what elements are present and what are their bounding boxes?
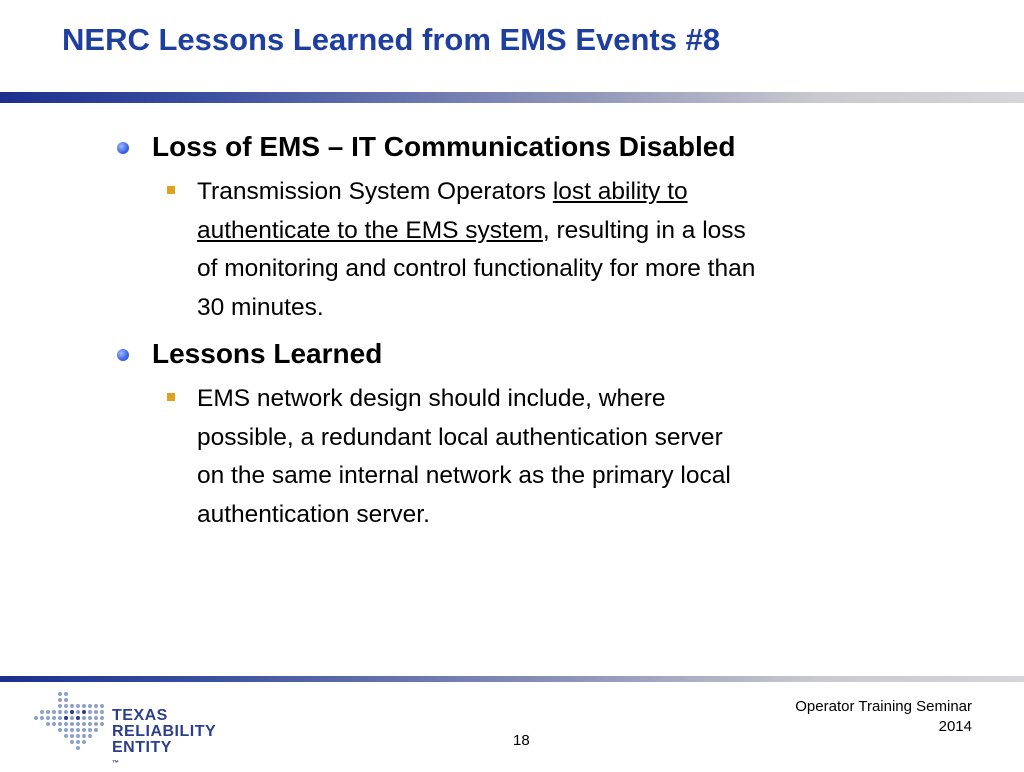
sub-bullet-line: possible, a redundant local authentication server [197, 423, 723, 451]
bullet-heading: Loss of EMS – IT Communications Disabled [152, 131, 736, 162]
logo-line: RELIABILITY [112, 723, 217, 740]
footer-event [795, 697, 972, 737]
sub-bullet-line: on the same internal network as the primary local [197, 462, 731, 489]
trademark-symbol: ™ [112, 760, 120, 767]
bullet-dot-icon [117, 142, 129, 154]
title-divider [0, 92, 1024, 103]
sub-bullet-square-icon [167, 393, 175, 401]
footer-event-year: 2014 [938, 718, 972, 735]
slide-title: NERC Lessons Learned from EMS Events #8 [62, 22, 721, 57]
sub-bullet-line: authenticate to the EMS system, resulting in a loss [197, 216, 746, 244]
logo-line: TEXAS [112, 707, 168, 724]
logo-line: ENTITY ™ [112, 739, 172, 767]
logo-wordmark [112, 708, 216, 772]
footer-divider [0, 676, 1024, 682]
sub-bullet-square-icon [167, 186, 175, 194]
sub-bullet-line: Transmission System Operators lost ability to [197, 178, 688, 205]
sub-bullet-text [197, 380, 927, 534]
sub-bullet-line: 30 minutes. [197, 293, 324, 321]
sub-bullet-line: EMS network design should include, where [197, 385, 666, 412]
sub-bullet-line: of monitoring and control functionality for more than [197, 255, 756, 282]
underlined-phrase: authenticate to the EMS system [197, 216, 543, 244]
sub-bullet-line: authentication server. [197, 500, 430, 528]
footer-event-name: Operator Training Seminar [795, 698, 972, 715]
underlined-phrase: lost ability to [552, 178, 688, 205]
bullet-dot-icon [117, 349, 129, 361]
sub-bullet-text [197, 173, 927, 327]
page-number: 18 [513, 732, 530, 749]
bullet-heading: Lessons Learned [152, 338, 383, 369]
